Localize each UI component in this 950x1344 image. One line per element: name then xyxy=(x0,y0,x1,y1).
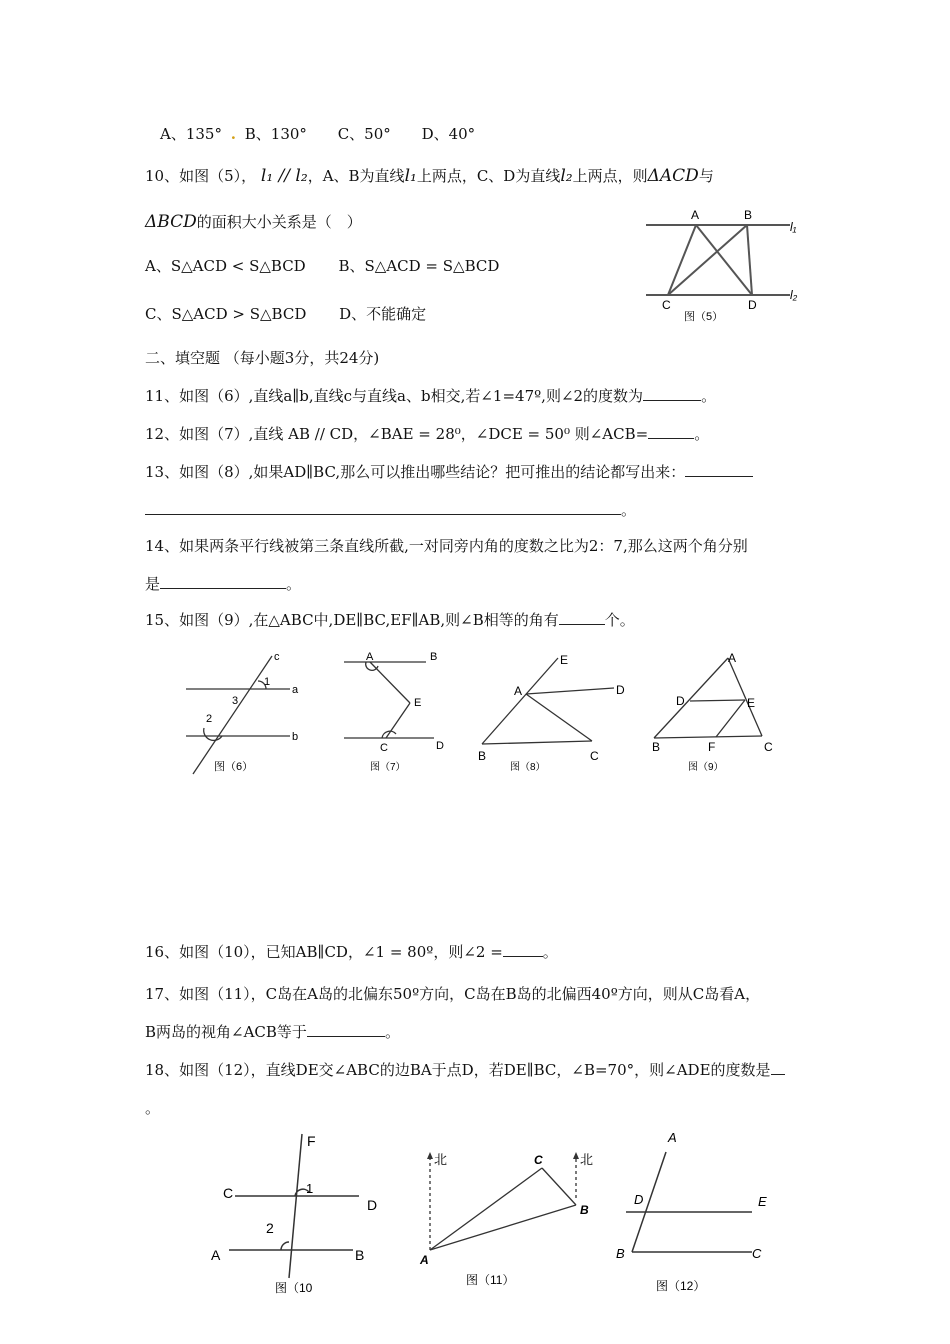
north-arrow-icon-2 xyxy=(573,1152,579,1159)
q11-text: 11、如图（6）,直线a∥b,直线c与直线a、b相交,若∠1=47º,则∠2的度数为 xyxy=(145,387,644,405)
fig9-caption: 图（9） xyxy=(688,762,724,773)
fig12-label-A: A xyxy=(668,1130,677,1145)
north-arrow-icon xyxy=(427,1152,433,1159)
q18-line2: 。 xyxy=(145,1099,161,1117)
figure-12 xyxy=(610,1126,790,1298)
fig8-label-B: B xyxy=(478,749,487,763)
figure-10 xyxy=(205,1128,390,1300)
q12 xyxy=(145,424,709,444)
q13-text: 13、如图（8）,如果AD∥BC,那么可以推出哪些结论？把可推出的结论都写出来： xyxy=(145,463,686,481)
q10-condition: l₁ // l₂ xyxy=(260,166,308,186)
fig11-label-B: B xyxy=(580,1203,589,1217)
section-2-title: 二、填空题 （每小题3分，共24分) xyxy=(145,349,380,367)
fig5-label-A: A xyxy=(691,208,700,222)
q10-mid2: 上两点，C、D为直线 xyxy=(416,167,561,185)
fig10-label-A: A xyxy=(211,1247,221,1263)
fig9-label-A: A xyxy=(728,651,737,665)
fig6-label-b: b xyxy=(292,731,299,743)
q16-text: 16、如图（10），已知AB∥CD，∠1 = 80º，则∠2 = xyxy=(145,943,503,961)
q11-end: 。 xyxy=(701,387,717,405)
q12-end: 。 xyxy=(694,425,710,443)
q15-end: 个。 xyxy=(604,611,635,629)
figure-9 xyxy=(646,648,786,776)
fig8-label-D: D xyxy=(616,683,625,697)
q9-option-a: A、135° xyxy=(160,125,222,143)
fig12-label-C: C xyxy=(752,1246,762,1261)
fig10-label-D: D xyxy=(367,1197,378,1213)
fig10-caption: 图（10 xyxy=(275,1281,313,1295)
fig10-label-B: B xyxy=(355,1247,365,1263)
figure-8 xyxy=(474,648,638,776)
fig7-label-D: D xyxy=(436,740,444,752)
fig6-label-c: c xyxy=(274,651,280,663)
fig9-label-F: F xyxy=(708,740,716,754)
q9-marker: . xyxy=(230,125,236,143)
q15-text: 15、如图（9）,在△ABC中,DE∥BC,EF∥AB,则∠B相等的角有 xyxy=(145,611,559,629)
q10-tri1: ΔACD xyxy=(647,166,699,186)
q9-option-b: B、130° xyxy=(244,125,307,143)
q14-prefix: 是 xyxy=(145,575,161,593)
fig9-label-B: B xyxy=(652,740,661,754)
q14-end: 。 xyxy=(286,575,302,593)
q11-blank[interactable] xyxy=(643,386,701,401)
fig12-label-D: D xyxy=(634,1192,644,1207)
q9-options xyxy=(160,124,475,144)
q11 xyxy=(145,386,716,406)
q10-option-c: C、S△ACD > S△BCD xyxy=(145,305,307,323)
fig11-label-C: C xyxy=(534,1153,543,1167)
figure-6 xyxy=(180,648,320,776)
fig6-label-1: 1 xyxy=(264,676,271,688)
q17-line2 xyxy=(145,1022,400,1042)
q10-option-d: D、不能确定 xyxy=(339,305,427,323)
q10-line2 xyxy=(145,212,362,232)
q10-end: 上两点，则 xyxy=(572,167,648,185)
fig10-label-F: F xyxy=(307,1133,316,1149)
q17-line1: 17、如图（11），C岛在A岛的北偏东50º方向，C岛在B岛的北偏西40º方向，则从C岛看A， xyxy=(145,985,761,1003)
q14-line1: 14、如果两条平行线被第三条直线所截,一对同旁内角的度数之比为2：7,那么这两个角分别 xyxy=(145,537,748,555)
fig9-label-C: C xyxy=(764,740,773,754)
q13-blank-2[interactable] xyxy=(145,500,621,515)
q15 xyxy=(145,610,635,630)
q16-blank[interactable] xyxy=(503,942,543,957)
fig7-label-E: E xyxy=(414,697,422,709)
q10-and: 与 xyxy=(698,167,714,185)
fig8-caption: 图（8） xyxy=(510,762,546,773)
fig5-label-B: B xyxy=(744,208,753,222)
fig5-caption: 图（5） xyxy=(684,311,724,323)
q13-end: 。 xyxy=(621,501,637,519)
q17-text: B两岛的视角∠ACB等于 xyxy=(145,1023,307,1041)
fig7-label-B: B xyxy=(430,651,438,663)
fig5-label-D: D xyxy=(748,298,757,312)
fig11-north-2: 北 xyxy=(580,1152,594,1167)
q10-option-b: B、S△ACD = S△BCD xyxy=(338,257,500,275)
figure-11 xyxy=(412,1142,612,1290)
q10-line1 xyxy=(145,166,714,186)
fig5-label-l2: l₂ xyxy=(790,288,798,302)
q12-blank[interactable] xyxy=(648,424,694,439)
q10-options-row1 xyxy=(145,256,499,276)
q10-l1: l₁ xyxy=(404,166,417,186)
fig6-label-3: 3 xyxy=(232,695,239,707)
fig10-label-2: 2 xyxy=(266,1220,274,1236)
fig5-label-l1: l₁ xyxy=(790,220,797,234)
fig8-label-A: A xyxy=(514,684,523,698)
fig6-label-a: a xyxy=(292,684,299,696)
fig11-label-A: A xyxy=(420,1253,429,1267)
fig10-label-C: C xyxy=(223,1185,234,1201)
q18-text: 18、如图（12），直线DE交∠ABC的边BA于点D，若DE∥BC，∠B=70°，则∠ADE的度数是 xyxy=(145,1061,771,1079)
q14-blank[interactable] xyxy=(160,574,286,589)
fig11-caption: 图（11） xyxy=(466,1273,515,1287)
fig9-label-E: E xyxy=(747,696,756,710)
fig10-label-1: 1 xyxy=(306,1181,314,1196)
q10-l2: l₂ xyxy=(560,166,573,186)
q9-option-d: D、40° xyxy=(421,125,476,143)
q10-options-row2 xyxy=(145,304,426,324)
q13-continuation xyxy=(145,500,636,520)
q13 xyxy=(145,462,753,482)
q10-mid: ，A、B为直线 xyxy=(307,167,405,185)
q18-blank[interactable] xyxy=(771,1060,785,1075)
q18-line1 xyxy=(145,1060,785,1080)
q17-blank[interactable] xyxy=(307,1022,385,1037)
fig7-label-A: A xyxy=(366,651,374,663)
fig8-label-C: C xyxy=(590,749,599,763)
q10-line2-end: 的面积大小关系是（ ） xyxy=(196,213,362,231)
q17-end: 。 xyxy=(384,1023,400,1041)
q16 xyxy=(145,942,558,962)
q10-prefix: 10、如图（5）， xyxy=(145,167,257,185)
figure-5 xyxy=(640,205,810,325)
q12-text: 12、如图（7）,直线 AB // CD，∠BAE = 28⁰，∠DCE = 50⁰ 则∠ACB= xyxy=(145,425,649,443)
fig5-label-C: C xyxy=(662,298,671,312)
fig12-label-B: B xyxy=(616,1246,625,1261)
fig11-north-1: 北 xyxy=(434,1152,448,1167)
fig8-label-E: E xyxy=(560,653,569,667)
fig6-label-2: 2 xyxy=(206,713,213,725)
q9-option-c: C、50° xyxy=(337,125,391,143)
fig12-label-E: E xyxy=(758,1194,767,1209)
fig9-label-D: D xyxy=(676,694,685,708)
figure-7 xyxy=(340,648,460,776)
q14-line2 xyxy=(145,574,301,594)
q13-blank[interactable] xyxy=(685,462,753,477)
q10-tri2: ΔBCD xyxy=(145,212,197,232)
q15-blank[interactable] xyxy=(559,610,605,625)
fig6-caption: 图（6） xyxy=(214,761,254,773)
q10-option-a: A、S△ACD < S△BCD xyxy=(145,257,306,275)
fig7-label-C: C xyxy=(380,742,388,754)
fig7-caption: 图（7） xyxy=(370,762,406,773)
q16-end: 。 xyxy=(542,943,558,961)
fig12-caption: 图（12） xyxy=(656,1279,706,1293)
